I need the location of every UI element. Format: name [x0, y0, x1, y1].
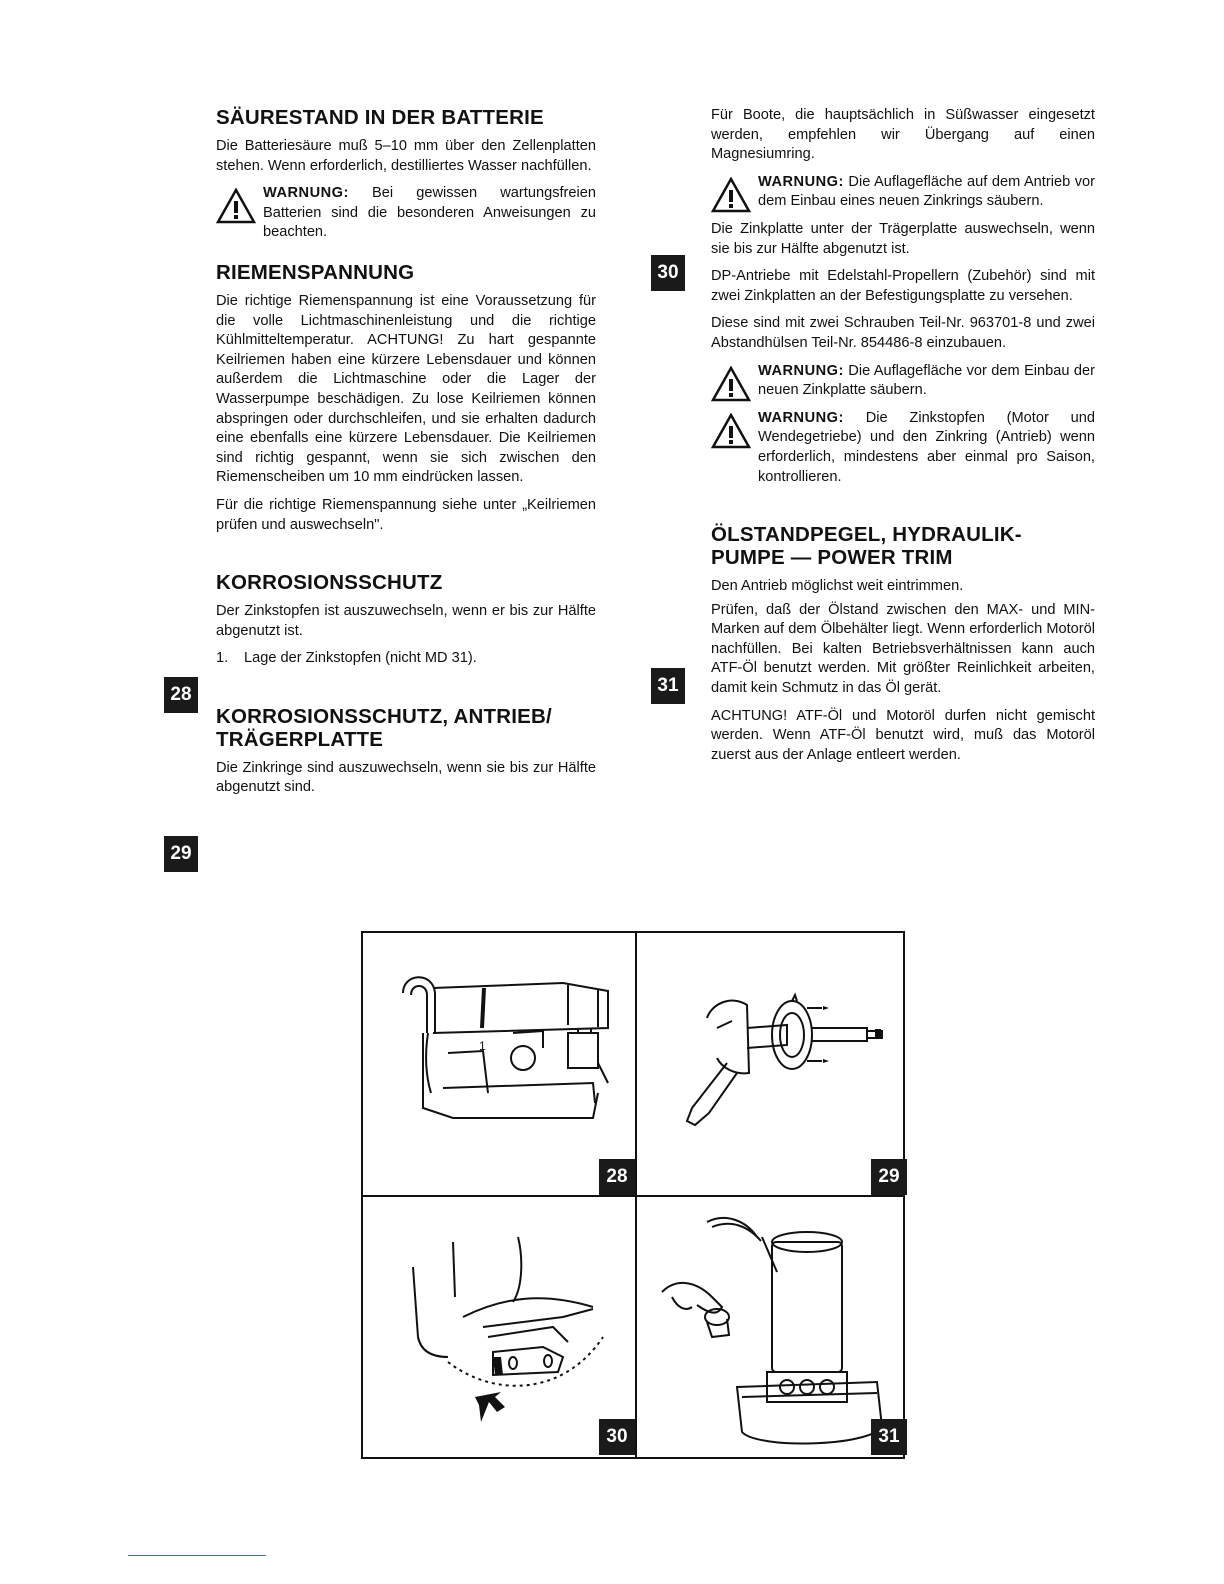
engine-illustration: [363, 933, 635, 1195]
zinc-check-warning: [711, 409, 1095, 487]
warning-text: Die Zinkstopfen (Motor und Wendegetriebe) und den Zinkring (Antrieb) wenn erforderlich, mindestens aber einmal pro Saison, kontrollieren.: [758, 409, 1095, 485]
zinc-ring-warning: [711, 173, 1095, 212]
dp-drive-text: DP-Antriebe mit Edelstahl-Propellern (Zubehör) sind mit zwei Zinkplatten an der Befestigungsplatte zu versehen.: [711, 268, 1095, 304]
battery-text: Die Batteriesäure muß 5–10 mm über den Zellenplatten stehen. Wenn erforderlich, destilliertes Wasser nachfüllen.: [216, 138, 596, 174]
battery-warning: [216, 184, 596, 243]
warning-label: WARNUNG:: [758, 362, 844, 379]
list-item-text: Lage der Zinkstopfen (nicht MD 31).: [244, 650, 477, 667]
oil-text-3: ACHTUNG! ATF-Öl und Motoröl durfen nicht gemischt werden. Wenn ATF-Öl benutzt wird, muß das Motoröl zuerst aus der Anlage entleert werden.: [711, 707, 1095, 763]
section-badge-28: 28: [164, 677, 198, 713]
oil-text-2: Prüfen, daß der Ölstand zwischen den MAX- und MIN-Marken auf dem Ölbehälter liegt. Wenn erforderlich Motoröl nachfüllen. Bei kalten Betriebsverhältnissen kann auch ATF-Öl benutzt werden. Mit größter Reinlichkeit arbeiten, damit kein Schmutz in das Öl gerät.: [711, 601, 1095, 697]
right-column: [711, 106, 1095, 773]
belt-text-1: Die richtige Riemenspannung ist eine Voraussetzung für die volle Lichtmaschinenleistung und die richtige Kühlmitteltemperatur. ACHTUNG! Zu hart gespannte Keilriemen haben eine kürzere Lebensdauer und können außerdem die Lichtmaschine oder die Lager der Wasserpumpe beschädigen. Zu lose Keilriemen können abspringen oder durchschleifen, und sie erhalten dadurch eine ebenfalls eine kürzere Lebensdauer. Die Keilriemen sind richtig gespannt, wenn sie sich zwischen den Riemenscheiben um 10 mm eindrücken lassen.: [216, 292, 596, 486]
section-badge-29: 29: [164, 836, 198, 872]
oil-heading-line2: PUMPE — POWER TRIM: [711, 546, 953, 570]
warning-label: WARNUNG:: [758, 409, 844, 426]
freshwater-text: Für Boote, die hauptsächlich in Süßwasser eingesetzt werden, empfehlen wir Übergang auf einen Magnesiumring.: [711, 107, 1095, 163]
section-badge-30: 30: [651, 255, 685, 291]
figure-31: [637, 1197, 903, 1459]
oil-text-1: Den Antrieb möglichst weit eintrimmen.: [711, 578, 964, 595]
zinc-plate-text: Die Zinkplatte unter der Trägerplatte auswechseln, wenn sie bis zur Hälfte abgenutzt ist.: [711, 220, 1095, 257]
callout-label: 1: [479, 1039, 486, 1053]
warning-triangle-icon: [711, 413, 751, 449]
zinc-plate-warning: [711, 362, 1095, 401]
figure-badge-29: 29: [871, 1159, 907, 1195]
corrosion-drive-text: Die Zinkringe sind auszuwechseln, wenn sie bis zur Hälfte abgenutzt sind.: [216, 759, 596, 796]
left-column: [216, 106, 596, 806]
corrosion-drive-heading-line1: KORROSIONSSCHUTZ, ANTRIEB/: [216, 704, 552, 728]
warning-text: Die Auflagefläche vor dem Einbau der neuen Zinkplatte säubern.: [758, 362, 1095, 399]
drive-zinc-ring-illustration: [637, 933, 903, 1195]
corrosion-text: Der Zinkstopfen ist auszuwechseln, wenn er bis zur Hälfte abgenutzt ist.: [216, 603, 596, 639]
figure-badge-31: 31: [871, 1419, 907, 1455]
belt-heading: RIEMENSPANNUNG: [216, 260, 415, 284]
warning-triangle-icon: [216, 188, 256, 224]
figure-badge-28: 28: [599, 1159, 635, 1195]
corrosion-drive-heading-line2: TRÄGERPLATTE: [216, 727, 384, 751]
battery-heading: SÄURESTAND IN DER BATTERIE: [216, 106, 544, 129]
figure-grid: [361, 931, 905, 1459]
figure-28: [363, 933, 635, 1195]
corrosion-list-item: [216, 649, 596, 669]
warning-text: Die Auflagefläche auf dem Antrieb vor dem Einbau eines neuen Zinkrings säubern.: [758, 173, 1095, 210]
hydraulic-pump-illustration: [637, 1197, 903, 1459]
figure-badge-30: 30: [599, 1419, 635, 1455]
oil-heading-line1: ÖLSTANDPEGEL, HYDRAULIK-: [711, 523, 1022, 547]
corrosion-heading: KORROSIONSSCHUTZ: [216, 571, 443, 595]
warning-label: WARNUNG:: [758, 173, 844, 190]
warning-triangle-icon: [711, 366, 751, 402]
figure-29: [637, 933, 903, 1195]
footer-link-line: [128, 1555, 266, 1556]
warning-triangle-icon: [711, 177, 751, 213]
battery-warning-text: Bei gewissen wartungsfreien Batterien sind die besonderen Anweisungen zu beachten.: [263, 185, 596, 241]
section-badge-31: 31: [651, 668, 685, 704]
screws-text: Diese sind mit zwei Schrauben Teil-Nr. 963701-8 und zwei Abstandhülsen Teil-Nr. 854486-8 einzubauen.: [711, 315, 1095, 351]
list-item-number: 1.: [216, 650, 229, 667]
battery-warning-label: WARNUNG:: [263, 185, 349, 202]
belt-text-2: Für die richtige Riemenspannung siehe unter „Keilriemen prüfen und auswechseln".: [216, 496, 596, 533]
figure-30: [363, 1197, 635, 1459]
zinc-plate-illustration: [363, 1197, 635, 1459]
